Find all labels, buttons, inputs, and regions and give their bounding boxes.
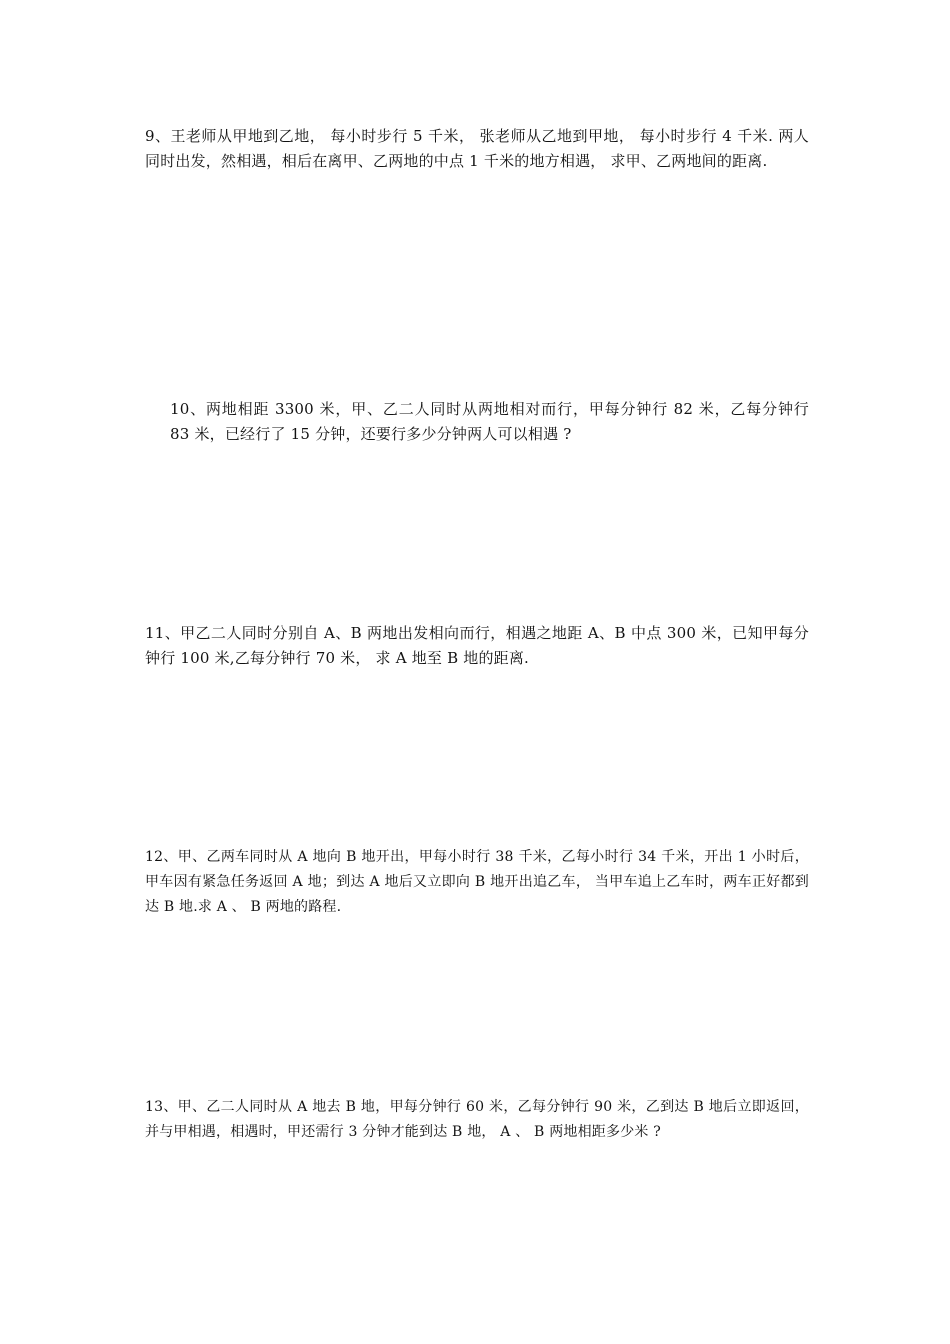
problem-11-text: 11、甲乙二人同时分别自 A、B 两地出发相向而行，相遇之地距 A、B 中点 300 米，已知甲每分钟行 100 米,乙每分钟行 70 米， 求 A 地至 B 地的距离.	[145, 624, 809, 667]
problem-10-text: 10、两地相距 3300 米，甲、乙二人同时从两地相对而行，甲每分钟行 82 米，乙每分钟行 83 米，已经行了 15 分钟，还要行多少分钟两人可以相遇 ?	[170, 400, 809, 443]
problem-13-text: 13、甲、乙二人同时从 A 地去 B 地，甲每分钟行 60 米，乙每分钟行 90 米，乙到达 B 地后立即返回，并与甲相遇，相遇时，甲还需行 3 分钟才能到达 B 地， A 、 B 两地相距多少米 ?	[145, 1099, 809, 1140]
problem-9-text: 9、王老师从甲地到乙地， 每小时步行 5 千米， 张老师从乙地到甲地， 每小时步行 4 千米. 两人同时出发，然相遇，相后在离甲、乙两地的中点 1 千米的地方相遇， 求甲、乙两地间的距离.	[145, 127, 809, 170]
problem-12-text: 12、甲、乙两车同时从 A 地向 B 地开出，甲每小时行 38 千米，乙每小时行 34 千米，开出 1 小时后，甲车因有紧急任务返回 A 地；到达 A 地后又立即向 B 地开出追乙车， 当甲车追上乙车时，两车正好都到达 B 地.求 A 、 B 两地的路程.	[145, 849, 809, 915]
